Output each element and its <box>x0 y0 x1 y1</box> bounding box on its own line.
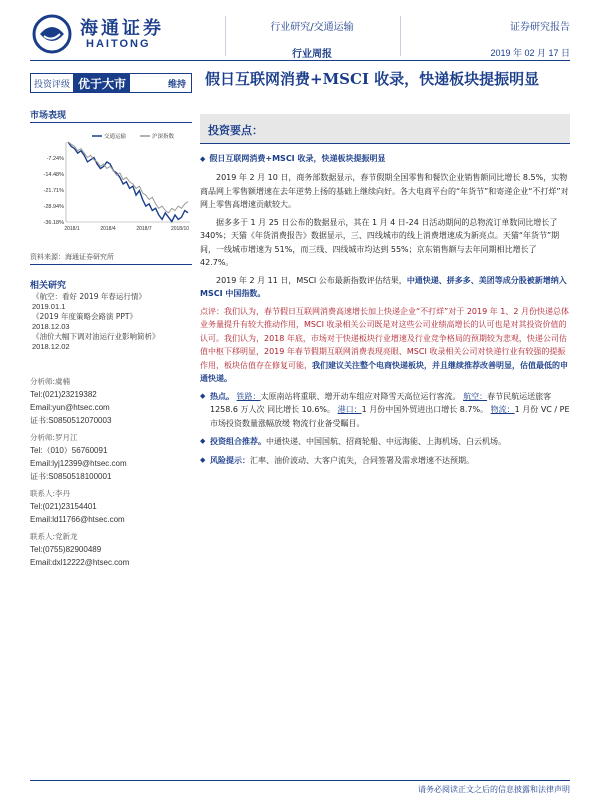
analyst-cert: 证书:S0850518100001 <box>30 472 112 481</box>
report-title: 假日互联网消费+MSCI 收录，快递板块提振明显 <box>205 70 540 88</box>
risk-text: 汇率、油价波动、大客户流失，合同签署及需求增速不达预期。 <box>250 455 474 465</box>
section-heading: ◆ 假日互联网消费+MSCI 收录，快递板块提振明显 <box>200 152 570 166</box>
analyst-card <box>30 375 195 427</box>
rail-label: 铁路： <box>236 391 261 401</box>
header-rule <box>30 60 570 61</box>
hot-label: 热点。 <box>210 391 234 401</box>
header-right <box>490 18 570 59</box>
rating-value: 优于大市 <box>74 74 130 92</box>
analyst-card <box>30 431 195 483</box>
logo-text-cn: 海通证券 <box>80 18 164 39</box>
report-label: 证券研究报告 <box>510 22 570 33</box>
footer-rule <box>30 780 570 781</box>
y-tick-label: -28.94% <box>43 203 64 210</box>
air-label: 航空： <box>463 391 488 401</box>
analyst-tel: Tel:(021)23154401 <box>30 502 97 511</box>
report-date: 2019 年 02 月 17 日 <box>490 48 570 58</box>
investment-rating <box>30 73 192 93</box>
related-item[interactable] <box>32 332 197 352</box>
series-line-transport <box>68 142 188 222</box>
key-points-bar <box>200 114 570 144</box>
report-type: 行业周报 <box>292 49 332 60</box>
x-tick-label: 2018/1 <box>64 226 80 232</box>
analyst-email[interactable]: Email:ld11766@htsec.com <box>30 515 125 524</box>
key-points-label: 投资要点： <box>208 124 263 137</box>
related-item-date: 2018.12.03 <box>32 322 70 331</box>
analyst-cert: 证书:S0850512070003 <box>30 416 112 425</box>
portfolio-text: 中通快递、中国国航、招商轮船、中远海能、上海机场、白云机场。 <box>266 437 506 446</box>
paragraph: 2019 年 2 月 10 日，商务部数据显示，春节假期全国零售和餐饮企业销售额同比增长 8.5%，实物商品网上零售额增速在去年逆势上扬的基础上继续向好。各大电商平台的“年货节”和寄递企业“不打烊”对网上零售高增速贡献较大。 <box>200 173 569 209</box>
y-tick-label: -21.71% <box>43 188 64 195</box>
related-item-title: 《2019 年度策略会路演 PPT》 <box>32 312 137 321</box>
chart-source: 资料来源：海通证券研究所 <box>30 253 114 261</box>
port-text: 1 月份中国外贸进出口增长 8.7%。 <box>361 405 489 414</box>
report-body <box>200 152 570 472</box>
related-item-date: 2019.01.1 <box>32 302 66 311</box>
logo-text-en: HAITONG <box>86 38 151 50</box>
logistics-text: 1 月份 VC / PE 市场投资数量涨幅放缓 物流行业备受瞩目。 <box>210 405 570 428</box>
market-performance-chart <box>30 130 195 235</box>
paragraph-highlight: 中通快递、拼多多、美团等成分股被新增纳入 MSCI 中国指数。 <box>200 275 567 298</box>
analyst-email[interactable]: Email:yun@htsec.com <box>30 403 110 412</box>
market-title: 市场表现 <box>30 111 67 121</box>
paragraph <box>200 274 570 301</box>
series-line-csi-index <box>68 142 188 213</box>
y-tick-label: -36.18% <box>43 220 64 226</box>
analyst-tel: Tel:（010）56760091 <box>30 446 108 455</box>
air-text: 春节民航运送旅客 1258.6 万人次 同比增长 10.6%。 <box>210 391 552 414</box>
analyst-tel: Tel:(021)23219382 <box>30 390 97 399</box>
analyst-name: 联系人:李丹 <box>30 489 71 498</box>
commentary-highlight: 我们建议关注整个电商快递板块，并且继续推荐改善明显，估值最低的申通快递。 <box>200 360 568 383</box>
analyst-tel: Tel:(0755)82900489 <box>30 545 102 554</box>
analyst-email[interactable]: Email:lyj12399@htsec.com <box>30 459 127 468</box>
analyst-email[interactable]: Email:dxl12222@htsec.com <box>30 558 130 567</box>
legend-label: 沪深指数 <box>152 134 175 140</box>
related-research-list <box>32 292 197 352</box>
source-rule <box>30 264 192 265</box>
related-title: 相关研究 <box>30 281 67 291</box>
header-divider <box>225 16 226 56</box>
header-divider <box>400 16 401 56</box>
portfolio-label: 投资组合推荐。 <box>210 437 266 446</box>
commentary-paragraph <box>200 305 570 386</box>
port-label: 港口： <box>337 405 362 414</box>
legend-label: 交通运输 <box>104 134 127 140</box>
report-category: 行业研究/交通运输 <box>270 22 354 33</box>
related-item-date: 2018.12.02 <box>32 342 70 351</box>
commentary-text: 点评：我们认为，春节假日互联网消费高速增长加上快递企业“不打烊”对于 2019 年 1、2 月份快递总体业务量提升有较大推动作用，MSCI 收录相关公司既是对这些公司业绩高增长的认可也是对其投资价值的认可。我们认为，2018 年底，市场对于快递板块行业增速及行业竞争格局的预期较为悲观，快递公司估值中枢下移明显，2019 年春节假期互联网消费表现亮眼、MSCI 收录相关公司对快递行业有较强的提振作用，板块估值存在修复可能， <box>200 306 569 370</box>
analyst-list <box>30 375 195 573</box>
logistics-label: 物流： <box>490 405 515 414</box>
related-item-title: 《航空：看好 2019 年春运行情》 <box>32 292 146 301</box>
risk-label: 风险提示： <box>210 455 250 465</box>
y-tick-label: -14.48% <box>43 172 64 179</box>
header-category <box>232 18 392 60</box>
footer-disclaimer: 请务必阅读正文之后的信息披露和法律声明 <box>418 785 570 794</box>
rating-key: 投资评级 <box>31 74 74 92</box>
market-rule <box>30 122 192 123</box>
analyst-name: 联系人:党新龙 <box>30 532 78 541</box>
rail-text: 太原南站将重联、增开动车组应对降雪天高位运行客流。 <box>260 391 461 401</box>
related-item[interactable] <box>32 312 197 332</box>
paragraph-text: 2019 年 2 月 11 日，MSCI 公布最新指数评估结果， <box>216 275 407 285</box>
analyst-card <box>30 530 195 569</box>
analyst-card <box>30 487 195 526</box>
analyst-name: 分析师:虞楠 <box>30 377 71 386</box>
x-tick-label: 2018/10 <box>170 226 190 232</box>
y-tick-label: -7.24% <box>46 156 64 163</box>
related-item[interactable] <box>32 292 197 312</box>
analyst-name: 分析师:罗月江 <box>30 433 78 442</box>
rating-mode: 维持 <box>167 79 186 90</box>
paragraph: 据多多于 1 月 25 日公布的数据显示，其在 1 月 4 日-24 日活动期间的总物流订单数同比增长了 340%；天猫《年货消费报告》数据显示，三、四线城市的线上消费增速成为新亮点。天猫“年货节”期间，一线城市增速为 51%，而三线、四线城市均达到 55%；京东销售额与去年同期相比增长了 42.7%。 <box>200 217 560 267</box>
related-item-title: 《油价大幅下调对油运行业影响简析》 <box>32 332 160 341</box>
portfolio-recommendation <box>200 435 570 449</box>
x-tick-label: 2018/7 <box>136 226 152 232</box>
risk-warning <box>200 454 570 468</box>
x-tick-label: 2018/4 <box>100 226 116 232</box>
hot-topics <box>200 390 570 431</box>
